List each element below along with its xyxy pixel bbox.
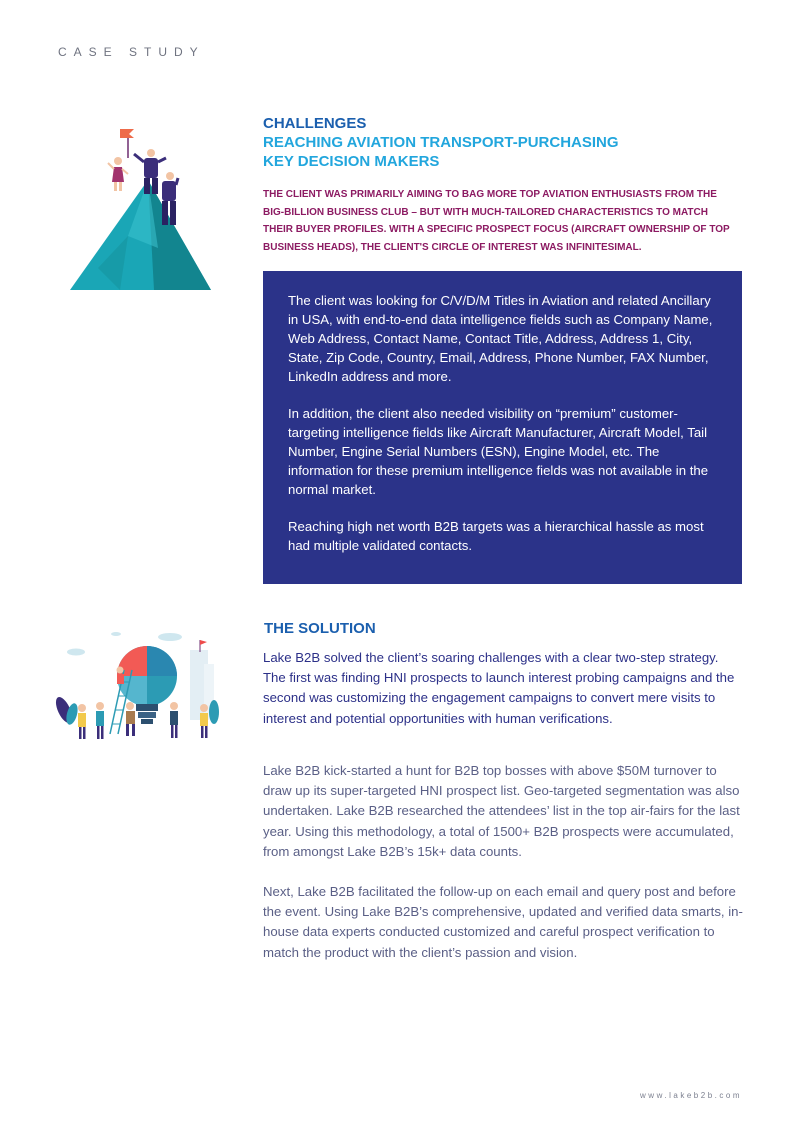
case-study-label: CASE STUDY [58, 45, 205, 59]
solution-body [263, 761, 745, 983]
challenges-title: CHALLENGES [263, 115, 367, 132]
lightbulb-puzzle-team-illustration [54, 626, 226, 744]
solution-paragraph-1: Lake B2B kick-started a hunt for B2B top bosses with above $50M turnover to draw up its super-targeted HNI prospect list. Geo-targeted segmentation was also undertaken. Lake B2B researched the attendees’ list in the top air-fairs for the last year. Using this methodology, a total of 1500+ B2B prospects were accumulated, from amongst Lake B2B’s 15k+ data counts. [263, 763, 740, 859]
challenges-intro: THE CLIENT WAS PRIMARILY AIMING TO BAG MORE TOP AVIATION ENTHUSIASTS FROM THE BIG-BILLION BUSINESS CLUB – BUT WITH MUCH-TAILORED CHARACTERISTICS TO MATCH THEIR BUYER PROFILES. WITH A SPECIFIC PROSPECT FOCUS (AIRCRAFT OWNERSHIP OF TOP BUSINESS HEADS), THE CLIENT'S CIRCLE OF INTEREST WAS INFINITESIMAL. [263, 189, 730, 253]
solution-paragraph-2: Next, Lake B2B facilitated the follow-up on each email and query post and before the event. Using Lake B2B’s comprehensive, updated and verified data smarts, in-house data experts conducted customized and careful prospect verification to match the product with the client’s passion and vision. [263, 884, 743, 960]
mountain-summit-illustration [58, 118, 218, 296]
challenges-paragraph-3: Reaching high net worth B2B targets was a hierarchical hassle as most had multiple validated contacts. [288, 519, 704, 553]
challenges-subtitle-line1: REACHING AVIATION TRANSPORT-PURCHASING [263, 134, 619, 151]
challenges-paragraph-1: The client was looking for C/V/D/M Titles in Aviation and related Ancillary in USA, with end-to-end data intelligence fields such as Company Name, Web Address, Contact Name, Contact Title, Address, Address 1, City, State, Zip Code, Country, Email, Address, Phone Number, FAX Number, LinkedIn address and more. [288, 293, 713, 384]
challenges-subtitle-line2: KEY DECISION MAKERS [263, 153, 440, 170]
solution-lead: Lake B2B solved the client’s soaring challenges with a clear two-step strategy. The first was finding HNI prospects to launch interest probing campaigns and the second was customizing the engagement campaigns to convert mere visits to interest and potential opportunities with human verifications. [263, 650, 735, 726]
solution-title: THE SOLUTION [264, 620, 376, 637]
footer-website-link[interactable]: www.lakeb2b.com [640, 1091, 742, 1100]
challenges-details-box [263, 271, 742, 584]
challenges-paragraph-2: In addition, the client also needed visibility on “premium” customer-targeting intelligence fields like Aircraft Manufacturer, Aircraft Model, Tail Number, Engine Serial Numbers (ESN), Engine Model, etc. The information for these premium intelligence fields was not available in the normal market. [288, 406, 709, 497]
